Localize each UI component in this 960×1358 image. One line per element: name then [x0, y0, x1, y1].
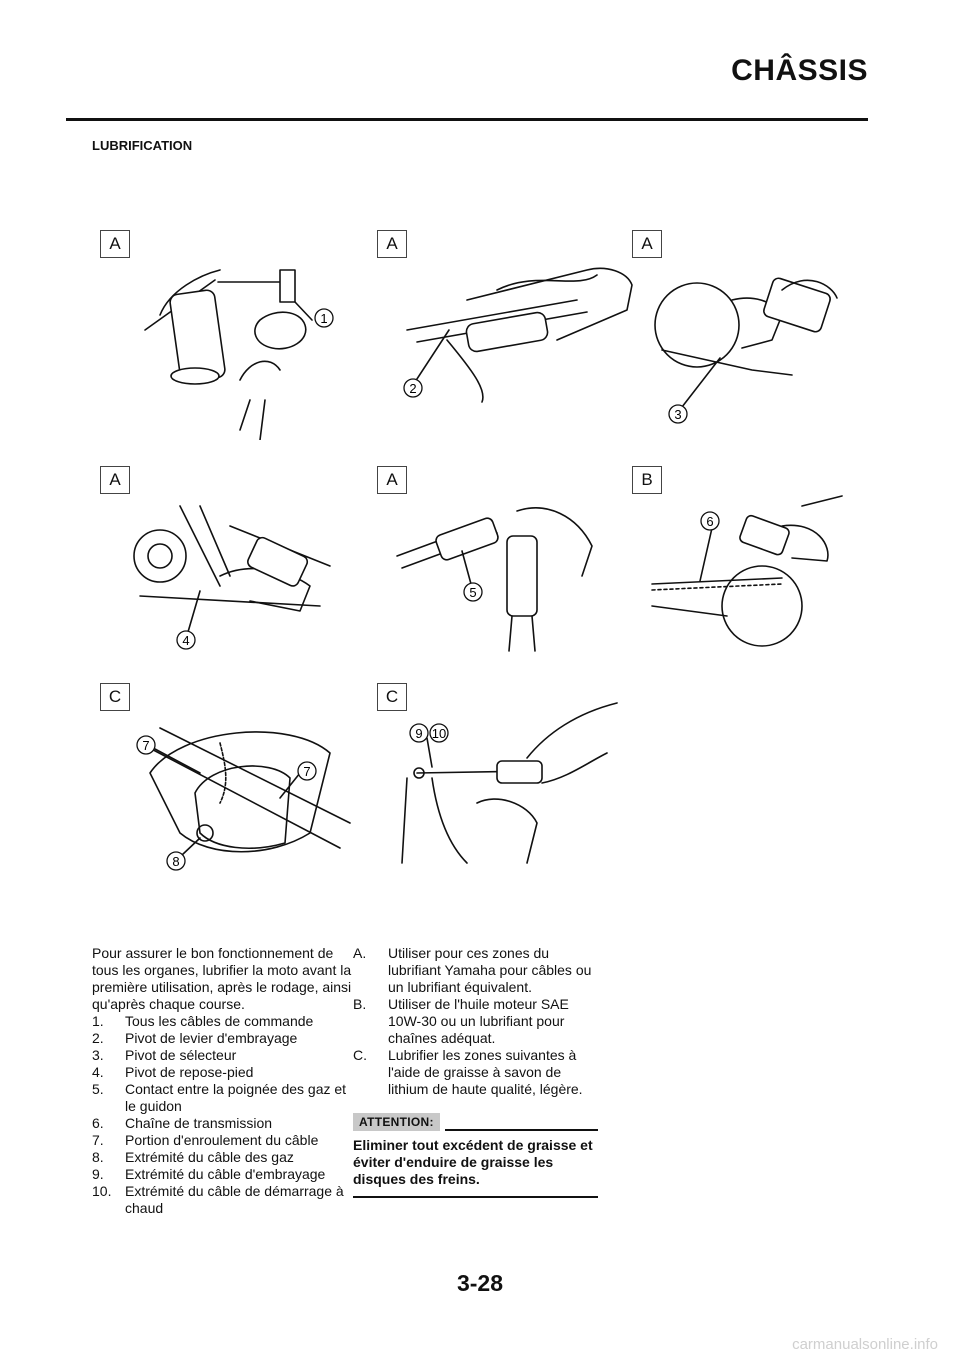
figure-cable-lubrication: [100, 230, 370, 440]
figure-7-callout-7b: 7: [303, 764, 311, 779]
figure-8-illustration: [377, 683, 647, 893]
sub-title: LUBRIFICATION: [92, 138, 193, 153]
list-item: 1. Tous les câbles de commande: [92, 1013, 314, 1029]
figure-8-callout-9: 9: [415, 726, 423, 741]
figure-5-callout-5: 5: [469, 585, 477, 600]
lubricant-list: [353, 945, 605, 1098]
parts-list: [92, 1013, 354, 1217]
left-column: [92, 945, 354, 1217]
figure-3-illustration: [632, 230, 902, 440]
figure-2-callout-2: 2: [409, 381, 417, 396]
figure-8-label: C: [377, 683, 407, 711]
figure-2-label: A: [377, 230, 407, 258]
attention-box: [353, 1113, 598, 1198]
figure-6-illustration: [632, 466, 902, 676]
figure-7-callout-7a: 7: [142, 738, 150, 753]
figure-1-illustration: [100, 230, 370, 440]
figure-5-illustration: [377, 466, 647, 676]
right-column: [353, 945, 605, 1098]
page-number: 3-28: [456, 1270, 504, 1296]
list-item: 4. Pivot de repose-pied: [92, 1064, 254, 1080]
list-item: 8. Extrémité du câble des gaz: [92, 1149, 294, 1165]
figure-shift-pivot: [632, 230, 902, 440]
figure-6-callout-6: 6: [706, 514, 714, 529]
figure-clutch-lever-pivot: [377, 230, 647, 440]
figure-1-callout-1: 1: [320, 311, 328, 326]
list-item: 3. Pivot de sélecteur: [92, 1047, 237, 1063]
figure-8-callout-10: 10: [431, 726, 447, 741]
list-item: 2. Pivot de levier d'embrayage: [92, 1030, 298, 1046]
header-rule: [66, 118, 868, 121]
figure-4-label: A: [100, 466, 130, 494]
list-item: 7. Portion d'enroulement du câble: [92, 1132, 319, 1148]
figure-3-callout-3: 3: [674, 407, 682, 422]
list-item: B. Utiliser de l'huile moteur SAE 10W-30 ou un lubrifiant pour chaînes adéquat.: [353, 996, 569, 1046]
attention-bottom-rule: [353, 1196, 598, 1198]
figure-throttle-cable-winding: [100, 683, 370, 893]
figure-drive-chain: [632, 466, 902, 676]
figure-4-callout-4: 4: [182, 633, 190, 648]
figure-1-label: A: [100, 230, 130, 258]
watermark: carmanualsonline.info: [792, 1336, 938, 1353]
list-item: 5. Contact entre la poignée des gaz et le guidon: [92, 1081, 347, 1114]
figure-4-illustration: [100, 466, 370, 676]
section-title: CHÂSSIS: [731, 54, 868, 87]
figure-7-callout-8: 8: [172, 854, 180, 869]
list-item: C. Lubrifier les zones suivantes à l'aide de graisse à savon de lithium de haute qualité, légère.: [353, 1047, 583, 1097]
attention-text: Eliminer tout excédent de graisse et éviter d'enduire de graisse les disques des freins.: [353, 1137, 593, 1187]
attention-label: ATTENTION:: [353, 1113, 440, 1131]
figure-throttle-contact: [377, 466, 647, 676]
list-item: A. Utiliser pour ces zones du lubrifiant Yamaha pour câbles ou un lubrifiant équivalent.: [353, 945, 592, 995]
figure-7-illustration: [100, 683, 370, 893]
list-item: 10. Extrémité du câble de démarrage à chaud: [92, 1183, 344, 1216]
figure-5-label: A: [377, 466, 407, 494]
intro-paragraph: Pour assurer le bon fonctionnement de tous les organes, lubrifier la moto avant la première utilisation, après le rodage, ainsi qu'après chaque course.: [92, 945, 352, 1012]
figure-7-label: C: [100, 683, 130, 711]
attention-rule: [445, 1129, 598, 1131]
list-item: 9. Extrémité du câble d'embrayage: [92, 1166, 326, 1182]
figure-cable-ends: [377, 683, 647, 893]
figure-3-label: A: [632, 230, 662, 258]
figure-2-illustration: [377, 230, 647, 440]
list-item: 6. Chaîne de transmission: [92, 1115, 273, 1131]
figure-6-label: B: [632, 466, 662, 494]
figure-footrest-pivot: [100, 466, 370, 676]
